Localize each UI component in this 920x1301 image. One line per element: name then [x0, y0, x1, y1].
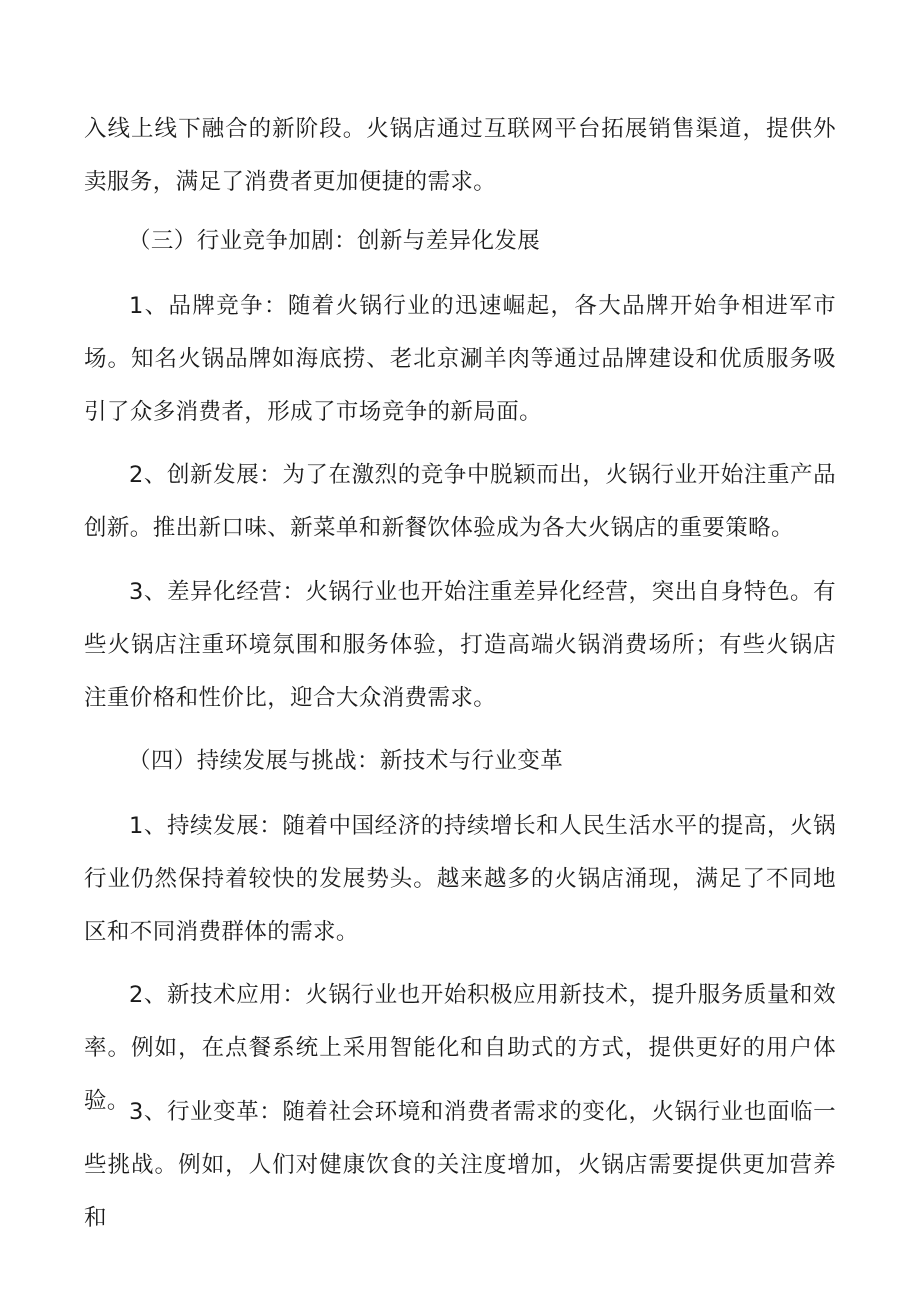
paragraph-innovation: 2、创新发展：为了在激烈的竞争中脱颖而出，火锅行业开始注重产品创新。推出新口味、新菜单和新餐饮体验成为各大火锅店的重要策略。	[84, 462, 836, 541]
paragraph-new-technology: 2、新技术应用：火锅行业也开始积极应用新技术，提升服务质量和效率。例如，在点餐系统上采用智能化和自助式的方式，提供更好的用户体验。	[84, 982, 836, 1114]
paragraph-differentiation: 3、差异化经营：火锅行业也开始注重差异化经营，突出自身特色。有些火锅店注重环境氛围和服务体验，打造高端火锅消费场所；有些火锅店注重价格和性价比，迎合大众消费需求。	[84, 579, 836, 711]
section-heading-3: （三）行业竞争加剧：创新与差异化发展	[128, 228, 541, 254]
paragraph-continuation: 入线上线下融合的新阶段。火锅店通过互联网平台拓展销售渠道，提供外卖服务，满足了消费者更加便捷的需求。	[84, 116, 836, 195]
section-heading-4: （四）持续发展与挑战：新技术与行业变革	[128, 748, 564, 774]
paragraph-brand-competition: 1、品牌竞争：随着火锅行业的迅速崛起，各大品牌开始争相进军市场。知名火锅品牌如海底捞、老北京涮羊肉等通过品牌建设和优质服务吸引了众多消费者，形成了市场竞争的新局面。	[84, 293, 836, 425]
paragraph-industry-change: 3、行业变革：随着社会环境和消费者需求的变化，火锅行业也面临一些挑战。例如，人们对健康饮食的关注度增加，火锅店需要提供更加营养和	[84, 1099, 836, 1231]
paragraph-sustained-growth: 1、持续发展：随着中国经济的持续增长和人民生活水平的提高，火锅行业仍然保持着较快的发展势头。越来越多的火锅店涌现，满足了不同地区和不同消费群体的需求。	[84, 813, 836, 945]
